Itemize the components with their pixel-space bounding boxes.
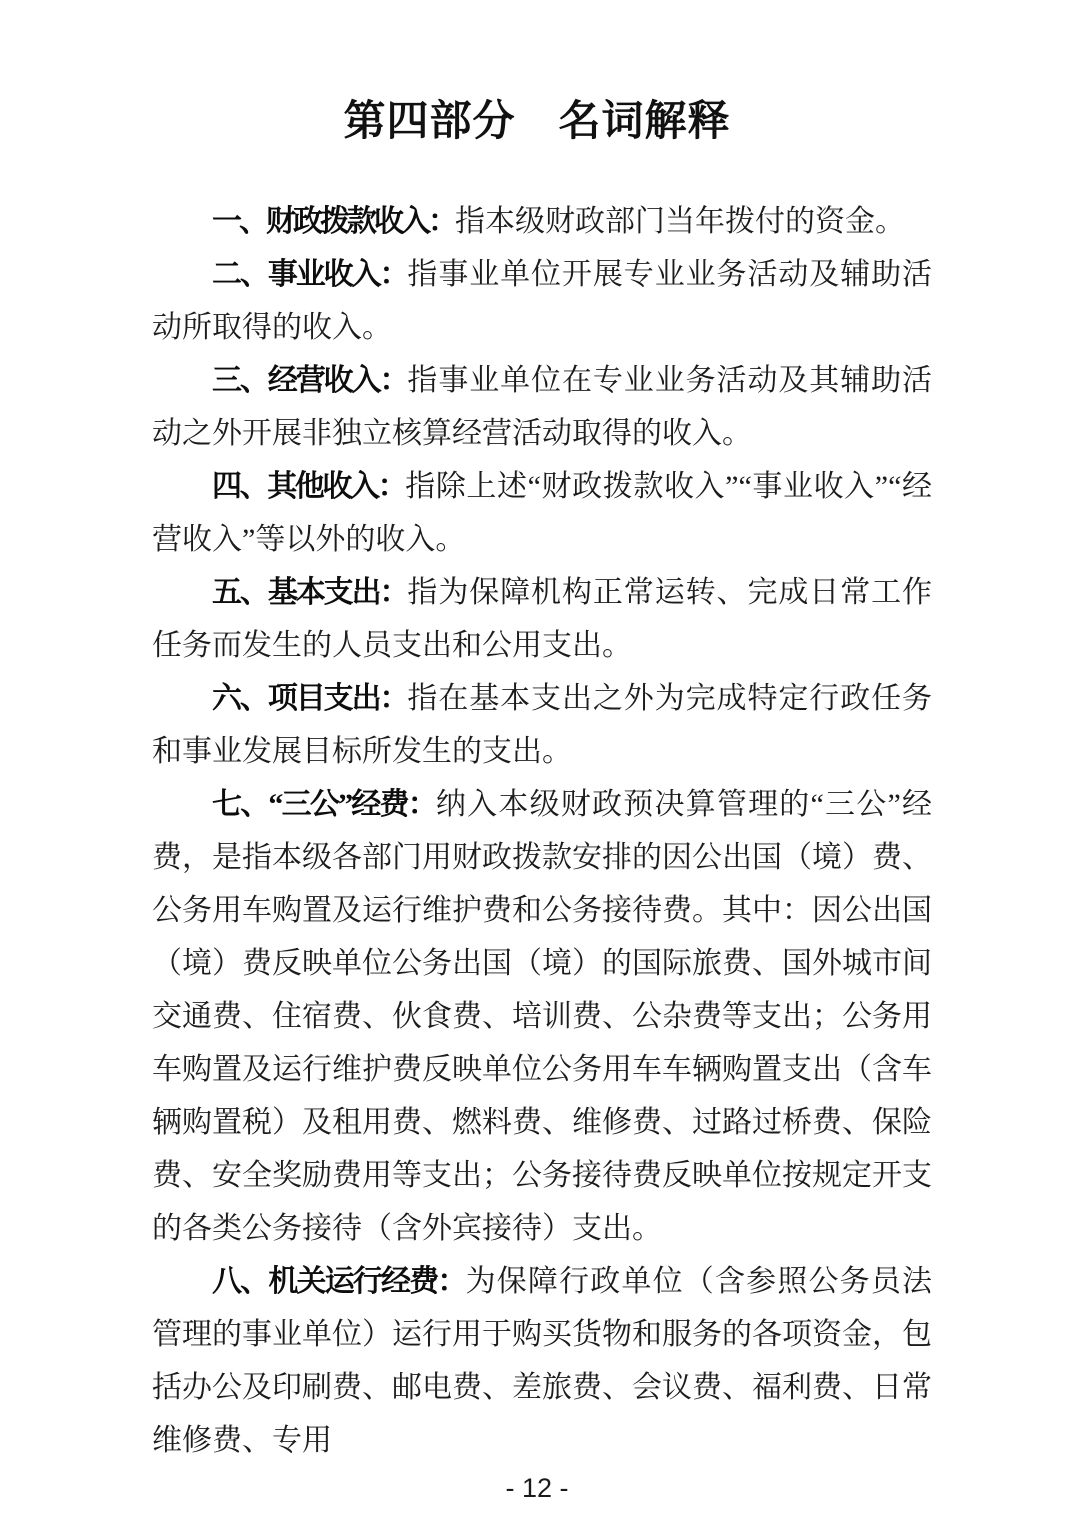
glossary-paragraph [152,566,932,672]
term-label: 七、“三公”经费： [212,788,436,821]
glossary-content [152,195,932,1467]
page-title: 第四部分 名词解释 [343,97,731,144]
glossary-paragraph [152,354,932,460]
term-definition: 指为保障机构正常运转、完成日常工作任务而发生的人员支出和公用支出。 [152,576,933,662]
term-label: 四、其他收入： [212,470,406,503]
term-label: 八、机关运行经费： [212,1265,466,1298]
page-number: - 12 - [505,1473,569,1503]
term-label: 五、基本支出： [212,576,408,609]
glossary-paragraph [152,460,932,566]
term-label: 三、经营收入： [212,364,408,397]
term-definition: 指除上述“财政拨款收入”“事业收入”“经营收入”等以外的收入。 [152,470,933,556]
term-definition: 指本级财政部门当年拨付的资金。 [455,205,905,238]
glossary-paragraph [152,195,932,248]
glossary-paragraph [152,248,932,354]
term-definition: 为保障行政单位（含参照公务员法管理的事业单位）运行用于购买货物和服务的各项资金，包括办公及印刷费、邮电费、差旅费、会议费、福利费、日常维修费、专用 [152,1265,933,1457]
term-definition: 指事业单位在专业业务活动及其辅助活动之外开展非独立核算经营活动取得的收入。 [152,364,933,450]
term-label: 六、项目支出： [212,682,408,715]
term-definition: 纳入本级财政预决算管理的“三公”经费，是指本级各部门用财政拨款安排的因公出国（境）费、公务用车购置及运行维护费和公务接待费。其中：因公出国（境）费反映单位公务出国（境）的国际旅费、国外城市间交通费、住宿费、伙食费、培训费、公杂费等支出；公务用车购置及运行维护费反映单位公务用车车辆购置支出（含车辆购置税）及租用费、燃料费、维修费、过路过桥费、保险费、安全奖励费用等支出；公务接待费反映单位按规定开支的各类公务接待（含外宾接待）支出。 [152,788,932,1245]
glossary-paragraph [152,778,932,1255]
term-definition: 指在基本支出之外为完成特定行政任务和事业发展目标所发生的支出。 [152,682,933,768]
glossary-paragraph [152,672,932,778]
term-label: 一、财政拨款收入： [212,205,455,238]
glossary-paragraph [152,1255,932,1467]
term-label: 二、事业收入： [212,258,408,291]
term-definition: 指事业单位开展专业业务活动及辅助活动所取得的收入。 [152,258,933,344]
page-footer [0,1473,1074,1504]
